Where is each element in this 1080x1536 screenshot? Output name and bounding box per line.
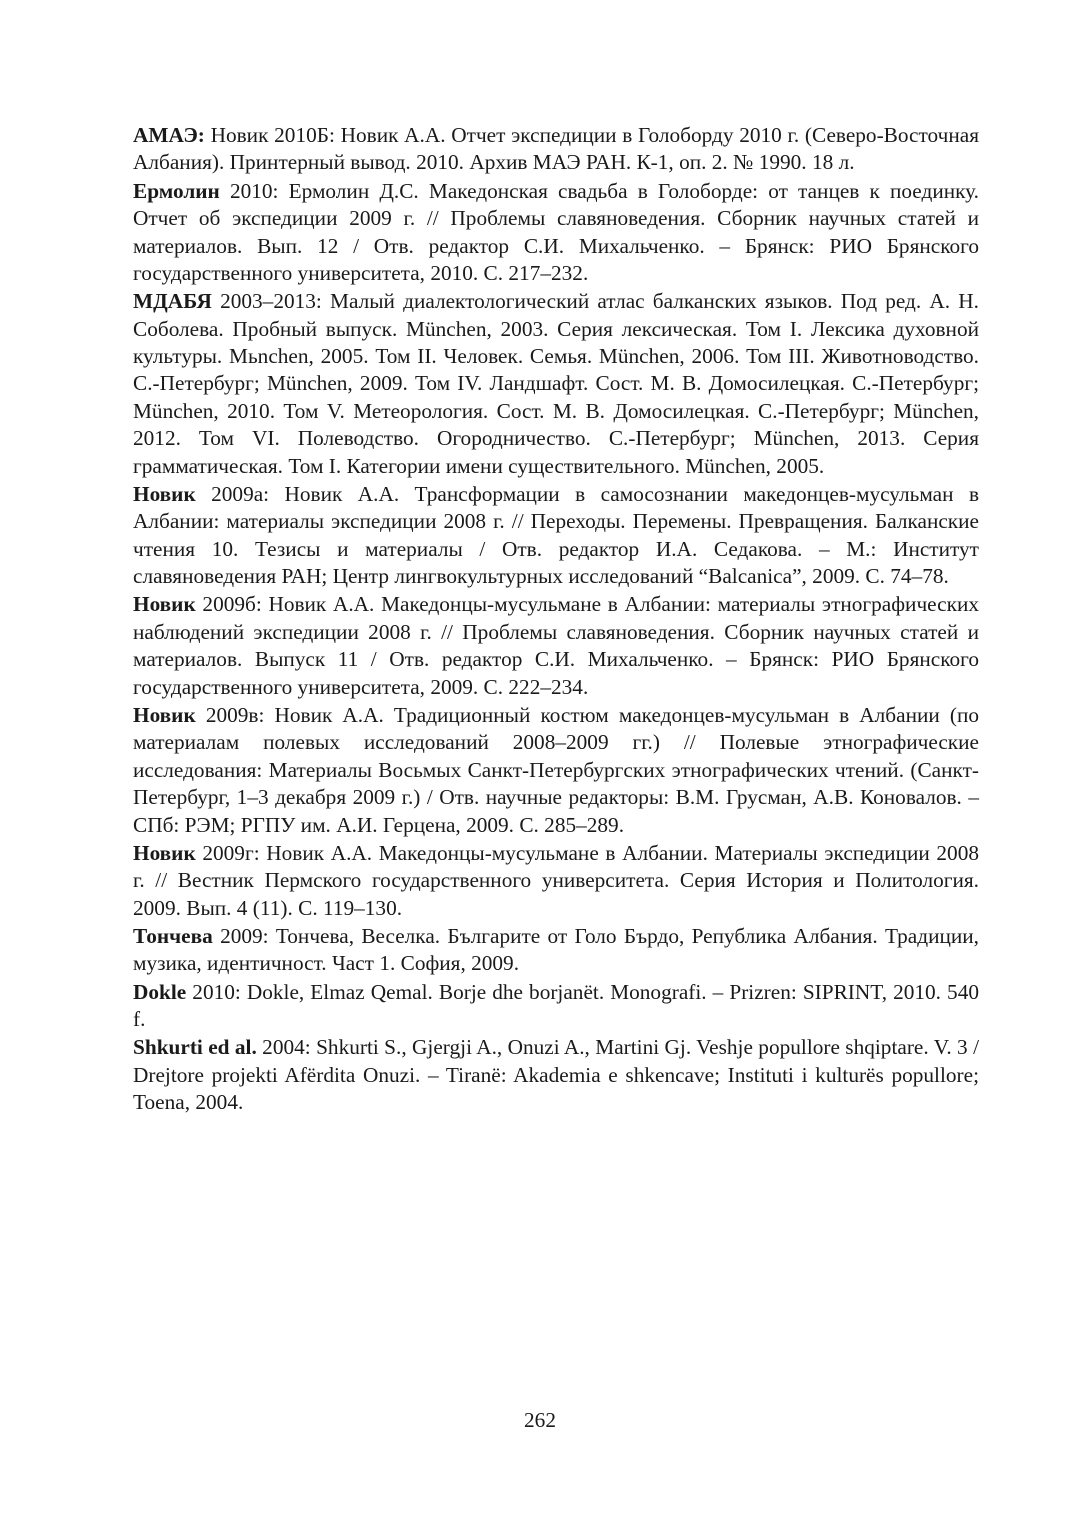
bibliography-entry	[133, 1034, 979, 1116]
entry-author: АМАЭ:	[133, 123, 205, 147]
entry-author: Новик	[133, 481, 196, 506]
page-number: 262	[524, 1408, 556, 1432]
entry-text: 2004: Shkurti S., Gjergji A., Onuzi A., Martini Gj. Veshje popullore shqiptare. V. 3 / Drejtore projekti Afërdita Onuzi. – Tiranë: Akademia e shkencave; Instituti i kulturës popullore; Toena, 2004.	[133, 1035, 979, 1115]
entry-author: Новик	[133, 702, 196, 727]
bibliography-entry	[133, 122, 979, 177]
bibliography-entry	[133, 923, 979, 978]
entry-author: Новик	[133, 840, 196, 865]
entry-text: 2009г: Новик А.А. Македонцы-мусульмане в Албании. Материалы экспедиции 2008 г. // Вестник Пермского государственного университета. Серия История и Политология. 2009. Вып. 4 (11). С. 119–130.	[133, 840, 979, 920]
entry-author: Shkurti ed al.	[133, 1035, 257, 1060]
bibliography-entry	[133, 481, 979, 591]
entry-text: 2003–2013: Малый диалектологический атлас балканских языков. Под ред. А. Н. Соболева. Пробный выпуск. München, 2003. Серия лексическая. Том I. Лексика духовной культуры. Mьnchen, 2005. Том II. Человек. Семья. München, 2006. Том III. Животноводство. С.-Петербург; München, 2009. Том IV. Ландшафт. Сост. М. В. Домосилецкая. С.-Петербург; München, 2010. Том V. Метеорология. Сост. М. В. Домосилецкая. С.-Петербург; München, 2012. Том VI. Полеводство. Огородничество. С.-Петербург; München, 2013. Серия грамматическая. Том I. Категории имени существительного. München, 2005.	[133, 289, 979, 478]
entry-text: 2009б: Новик А.А. Македонцы-мусульмане в Албании: материалы этнографических наблюдений экспедиции 2008 г. // Проблемы славяноведения. Сборник научных статей и материалов. Выпуск 11 / Отв. редактор С.И. Михальченко. – Брянск: РИО Брянского государственного университета, 2009. С. 222–234.	[133, 592, 979, 699]
bibliography-entry	[133, 178, 979, 288]
bibliography-entry	[133, 979, 979, 1034]
bibliography-entry	[133, 840, 979, 922]
bibliography-list	[133, 122, 979, 1118]
entry-author: Новик	[133, 592, 196, 617]
entry-text: 2009в: Новик А.А. Традиционный костюм македонцев-мусульман в Албании (по материалам полевых исследований 2008–2009 гг.) // Полевые этнографические исследования: Материалы Восьмых Санкт-Петербургских этнографических чтений. (Санкт-Петербург, 1–3 декабря 2009 г.) / Отв. научные редакторы: В.М. Грусман, А.В. Коновалов. – СПб: РЭМ; РГПУ им. А.И. Герцена, 2009. С. 285–289.	[133, 702, 979, 837]
entry-author: Dokle	[133, 979, 187, 1004]
entry-text: 2009а: Новик А.А. Трансформации в самосознании македонцев-мусульман в Албании: материалы экспедиции 2008 г. // Переходы. Перемены. Превращения. Балканские чтения 10. Тезисы и материалы / Отв. редактор И.А. Седакова. – М.: Институт славяноведения РАН; Центр лингвокультурных исследований “Balcanica”, 2009. С. 74–78.	[133, 481, 979, 589]
bibliography-entry	[133, 702, 979, 839]
entry-text: 2010: Dokle, Elmaz Qemal. Borje dhe borjanët. Monografi. – Prizren: SIPRINT, 2010. 540 f.	[133, 979, 979, 1032]
bibliography-entry	[133, 288, 979, 480]
entry-text: 2010: Ермолин Д.С. Македонская свадьба в Голоборде: от танцев к поединку. Отчет об экспедиции 2009 г. // Проблемы славяноведения. Сборник научных статей и материалов. Вып. 12 / Отв. редактор С.И. Михальченко. – Брянск: РИО Брянского государственного университета, 2010. С. 217–232.	[133, 178, 979, 285]
entry-text: Новик 2010Б: Новик А.А. Отчет экспедиции в Голоборду 2010 г. (Северо-Восточная Албания). Принтерный вывод. 2010. Архив МАЭ РАН. К-1, оп. 2. № 1990. 18 л.	[133, 123, 979, 175]
entry-author: МДАБЯ	[133, 289, 212, 314]
bibliography-entry	[133, 591, 979, 701]
entry-author: Ермолин	[133, 178, 220, 203]
entry-author: Тончева	[133, 924, 213, 949]
entry-text: 2009: Тончева, Веселка. Българите от Голо Бърдо, Република Албания. Традиции, музика, идентичност. Част 1. София, 2009.	[133, 924, 979, 976]
